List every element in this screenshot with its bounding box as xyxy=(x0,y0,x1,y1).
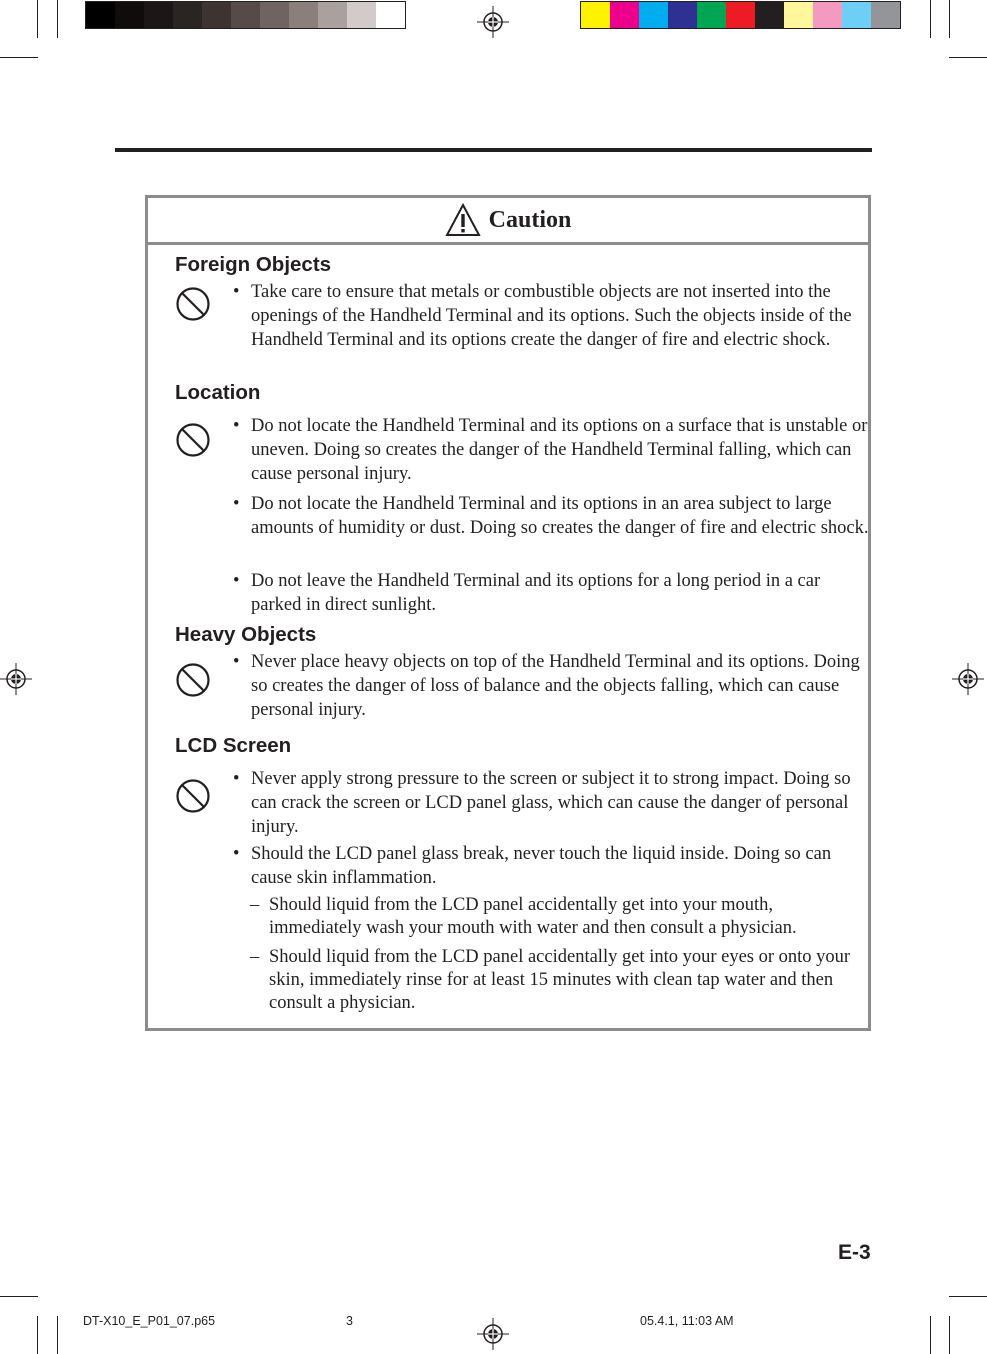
caution-header xyxy=(148,198,868,245)
list-item xyxy=(233,767,873,839)
item-text: Do not locate the Handheld Terminal and its options in an area subject to large amounts of humidity or dust. Doing so creates the danger of fire and electric shock. xyxy=(251,494,869,538)
color-swatch xyxy=(347,2,376,28)
section-title-heavy-objects: Heavy Objects xyxy=(175,623,317,646)
section-title-lcd-screen: LCD Screen xyxy=(175,734,292,757)
item-text: Do not locate the Handheld Terminal and its options on a surface that is unstable or uneven. Doing so creates the danger of the Handheld Terminal falling, which can cause personal injury. xyxy=(251,416,868,484)
list-item xyxy=(233,650,873,722)
color-swatch xyxy=(813,2,842,28)
color-swatch xyxy=(697,2,726,28)
item-text: Never place heavy objects on top of the Handheld Terminal and its options. Doing so creates the danger of loss of balance and the objects falling, which can cause personal injury. xyxy=(251,652,860,720)
list-item xyxy=(233,842,873,890)
prohibition-icon xyxy=(175,422,211,458)
bullet: • xyxy=(233,416,240,436)
registration-mark-icon xyxy=(477,1318,509,1350)
prohibition-icon xyxy=(175,778,211,814)
bullet: • xyxy=(233,844,240,864)
color-swatch xyxy=(668,2,697,28)
color-swatch xyxy=(86,2,115,28)
color-bar xyxy=(580,1,901,29)
color-swatch xyxy=(610,2,639,28)
section-title-location: Location xyxy=(175,381,261,404)
color-swatch xyxy=(231,2,260,28)
dash: – xyxy=(250,947,260,967)
footer-page: 3 xyxy=(346,1314,353,1328)
crop-mark xyxy=(37,1316,38,1354)
sub-item-text: Should liquid from the LCD panel accidentally get into your eyes or onto your skin, immediately rinse for at least 15 minutes with clean tap water and then consult a physician. xyxy=(269,947,851,1013)
registration-mark-icon xyxy=(477,6,509,38)
sub-list-item xyxy=(250,946,870,1015)
color-swatch xyxy=(173,2,202,28)
bullet: • xyxy=(233,769,240,789)
footer-timestamp: 05.4.1, 11:03 AM xyxy=(640,1314,734,1328)
crop-mark xyxy=(57,1316,58,1354)
item-text: Do not leave the Handheld Terminal and its options for a long period in a car parked in direct sunlight. xyxy=(251,571,821,615)
crop-mark xyxy=(949,1316,950,1354)
dash: – xyxy=(250,895,260,915)
bullet: • xyxy=(233,571,240,591)
color-swatch xyxy=(260,2,289,28)
color-swatch xyxy=(842,2,871,28)
crop-mark xyxy=(0,1296,38,1297)
crop-mark xyxy=(949,57,987,58)
footer-filename: DT-X10_E_P01_07.p65 xyxy=(83,1314,216,1328)
list-item xyxy=(233,569,873,617)
page-number: E-3 xyxy=(838,1241,871,1264)
crop-mark xyxy=(949,0,950,38)
warning-triangle-icon xyxy=(445,203,481,237)
crop-mark xyxy=(0,57,38,58)
color-swatch xyxy=(115,2,144,28)
crop-mark xyxy=(37,0,38,38)
registration-mark-icon xyxy=(0,663,32,695)
item-text: Never apply strong pressure to the screen or subject it to strong impact. Doing so can crack the screen or LCD panel glass, which can cause the danger of personal injury. xyxy=(251,769,851,837)
crop-mark xyxy=(930,0,931,38)
bullet: • xyxy=(233,282,240,302)
color-swatch xyxy=(289,2,318,28)
item-text: Take care to ensure that metals or combustible objects are not inserted into the openings of the Handheld Terminal and its options. Such the objects inside of the Handheld Terminal and its options create the danger of fire and electric shock. xyxy=(251,282,852,350)
registration-mark-icon xyxy=(952,663,984,695)
crop-mark xyxy=(57,0,58,38)
bullet: • xyxy=(233,652,240,672)
prohibition-icon xyxy=(175,662,211,698)
list-item xyxy=(233,492,873,540)
section-title-foreign-objects: Foreign Objects xyxy=(175,253,332,276)
bullet: • xyxy=(233,494,240,514)
crop-mark xyxy=(930,1316,931,1354)
list-item xyxy=(233,414,873,486)
color-swatch xyxy=(581,2,610,28)
item-text: Should the LCD panel glass break, never touch the liquid inside. Doing so can cause skin inflammation. xyxy=(251,844,832,888)
color-swatch xyxy=(784,2,813,28)
color-swatch xyxy=(726,2,755,28)
color-swatch xyxy=(376,2,405,28)
sub-item-text: Should liquid from the LCD panel accidentally get into your mouth, immediately wash your mouth with water and then consult a physician. xyxy=(269,895,797,938)
color-swatch xyxy=(871,2,900,28)
sub-list-item xyxy=(250,894,870,940)
caution-title: Caution xyxy=(488,206,572,233)
color-swatch xyxy=(755,2,784,28)
list-item xyxy=(233,280,873,352)
color-swatch xyxy=(144,2,173,28)
crop-mark xyxy=(949,1296,987,1297)
grayscale-bar xyxy=(85,1,406,29)
color-swatch xyxy=(639,2,668,28)
header-rule xyxy=(115,148,872,152)
color-swatch xyxy=(318,2,347,28)
color-swatch xyxy=(202,2,231,28)
prohibition-icon xyxy=(175,286,211,322)
